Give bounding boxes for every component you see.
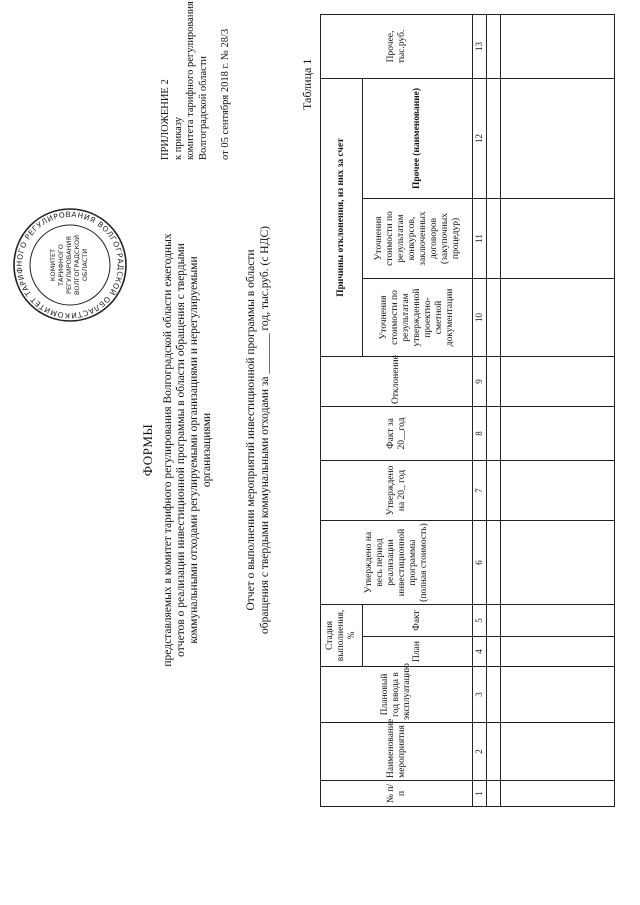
column-number: 13 xyxy=(473,14,487,78)
table-row xyxy=(487,14,501,806)
header-fact-year: Факт за 20__год xyxy=(321,407,473,461)
column-number: 4 xyxy=(473,637,487,667)
column-number: 1 xyxy=(473,781,487,807)
column-number: 11 xyxy=(473,199,487,279)
header-approved-year: Утверждено на 20_ год xyxy=(321,461,473,521)
table-cell xyxy=(487,605,501,637)
table-cell xyxy=(487,407,501,461)
table-cell xyxy=(501,521,615,605)
appendix-title: ПРИЛОЖЕНИЕ 2 xyxy=(160,79,171,160)
report-title-line: Отчет о выполнении мероприятий инвестиционной программы в области xyxy=(245,249,257,611)
table-cell xyxy=(501,461,615,521)
table-cell xyxy=(487,14,501,78)
column-number: 12 xyxy=(473,78,487,198)
seal-center-text: ВОЛГОГРАДСКОЙ xyxy=(73,234,81,296)
header-reasons: Причины отклонения, из них за счет xyxy=(321,78,363,356)
appendix-block xyxy=(160,1,233,160)
table-cell xyxy=(501,637,615,667)
table-cell xyxy=(501,605,615,637)
column-number: 10 xyxy=(473,279,487,357)
table-cell xyxy=(501,723,615,781)
column-number: 7 xyxy=(473,461,487,521)
column-number: 5 xyxy=(473,605,487,637)
table-cell xyxy=(487,781,501,807)
appendix-line: к приказу xyxy=(172,117,184,160)
column-number: 6 xyxy=(473,521,487,605)
table-row xyxy=(501,14,615,806)
appendix-line: Волгоградской области xyxy=(197,55,209,160)
table-cell xyxy=(487,637,501,667)
appendix-line: комитета тарифного регулирования xyxy=(185,1,196,160)
page-subtitle: представляемых в комитет тарифного регулирования Волгоградской области ежегодных отчетов о реализации инвестиционной программы в области обращения с твердыми коммунальными отходами регулируемыми организациями и нерегулируемыми организациями xyxy=(162,233,213,667)
table-cell xyxy=(487,78,501,198)
table-cell xyxy=(487,461,501,521)
report-title xyxy=(245,210,272,650)
report-title-line: обращения с твердыми коммунальными отходами за _______ год, тыс.руб. (с НДС) xyxy=(258,226,271,634)
header-reason-contests: Уточнения стоимости по результатам конкурсов, заключенных договоров (закупочных процедур) xyxy=(363,199,473,279)
seal-center-text: РЕГУЛИРОВАНИЯ xyxy=(65,236,73,294)
table-cell xyxy=(501,667,615,723)
header-stage: Стадия выполнения, % xyxy=(321,605,363,667)
header-deviation: Отклонение xyxy=(321,357,473,407)
report-table xyxy=(320,14,615,807)
table-cell xyxy=(501,781,615,807)
table-cell xyxy=(501,14,615,78)
table-cell xyxy=(487,667,501,723)
header-name: Наименование мероприятия xyxy=(321,723,473,781)
table-cell xyxy=(501,407,615,461)
header-fact: Факт xyxy=(363,605,473,637)
table-label: Таблица 1 xyxy=(300,58,314,110)
table-cell xyxy=(487,521,501,605)
table-cell xyxy=(501,357,615,407)
document-heading xyxy=(140,225,214,675)
table-cell xyxy=(501,78,615,198)
column-number: 3 xyxy=(473,667,487,723)
column-number: 8 xyxy=(473,407,487,461)
header-other-amount: Прочее, тыс.руб. xyxy=(321,14,473,78)
official-seal xyxy=(10,205,130,325)
table-cell xyxy=(487,279,501,357)
table-cell xyxy=(487,199,501,279)
table-cell xyxy=(487,723,501,781)
seal-center-text: ТАРИФНОГО xyxy=(57,244,65,286)
column-number: 9 xyxy=(473,357,487,407)
header-reason-other: Прочее (наименование) xyxy=(363,78,473,198)
seal-center-text: ОБЛАСТИ xyxy=(81,248,89,282)
table-cell xyxy=(487,357,501,407)
column-number: 2 xyxy=(473,723,487,781)
table-cell xyxy=(501,199,615,279)
column-number-row xyxy=(473,14,487,806)
page-title: ФОРМЫ xyxy=(140,423,155,477)
header-reason-pcd: Уточнения стоимости по результатам утвержденной проектно-сметной документации xyxy=(363,279,473,357)
appendix-date: от 05 сентября 2018 г. № 28/3 xyxy=(220,28,231,160)
header-year: Плановый год ввода в эксплуатацию xyxy=(321,667,473,723)
table-cell xyxy=(501,279,615,357)
seal-ring-text: КОМИТЕТ ТАРИФНОГО РЕГУЛИРОВАНИЯ ВОЛГОГРАДСКОЙ ОБЛАСТИ xyxy=(14,209,126,321)
header-approved-full: Утверждено на весь период реализации инвестиционной программы (полная стоимость) xyxy=(321,521,473,605)
header-plan: План xyxy=(363,637,473,667)
header-num: № п/п xyxy=(321,781,473,807)
seal-center-text: КОМИТЕТ xyxy=(49,248,57,282)
